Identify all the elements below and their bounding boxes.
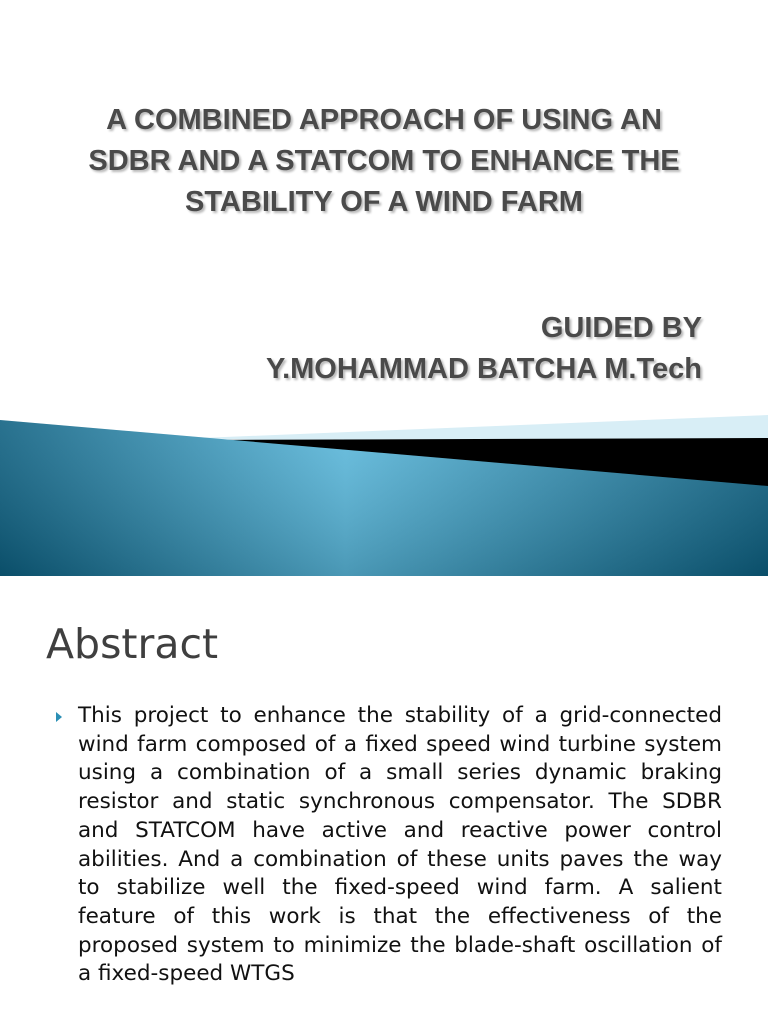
slide-title-line: STABILITY OF A WIND FARM xyxy=(185,186,583,218)
slide-title-line: A COMBINED APPROACH OF USING AN xyxy=(106,104,662,136)
guide-credit xyxy=(266,308,702,390)
guide-label: GUIDED BY xyxy=(540,312,702,344)
bullet-item xyxy=(56,702,722,989)
bullet-text: This project to enhance the stability of a grid-connected wind farm composed of a fixed speed wind turbine system using a combination of a small series dynamic braking resistor and static synchronous compensator. The SDBR and STATCOM have active and reactive power control abilities. And a combination of these units paves the way to stabilize well the fixed-speed wind farm. A salient feature of this work is that the effectiveness of the proposed system to minimize the blade-shaft oscillation of a fixed-speed WTGS xyxy=(78,703,722,987)
slide-title xyxy=(20,100,748,223)
decorative-banner xyxy=(0,410,768,576)
abstract-heading: Abstract xyxy=(46,620,219,668)
guide-name: Y.MOHAMMAD BATCHA M.Tech xyxy=(265,353,702,385)
triangle-right-icon xyxy=(56,712,62,722)
abstract-slide xyxy=(0,576,768,1024)
slide-title-line: SDBR AND A STATCOM TO ENHANCE THE xyxy=(88,145,680,177)
